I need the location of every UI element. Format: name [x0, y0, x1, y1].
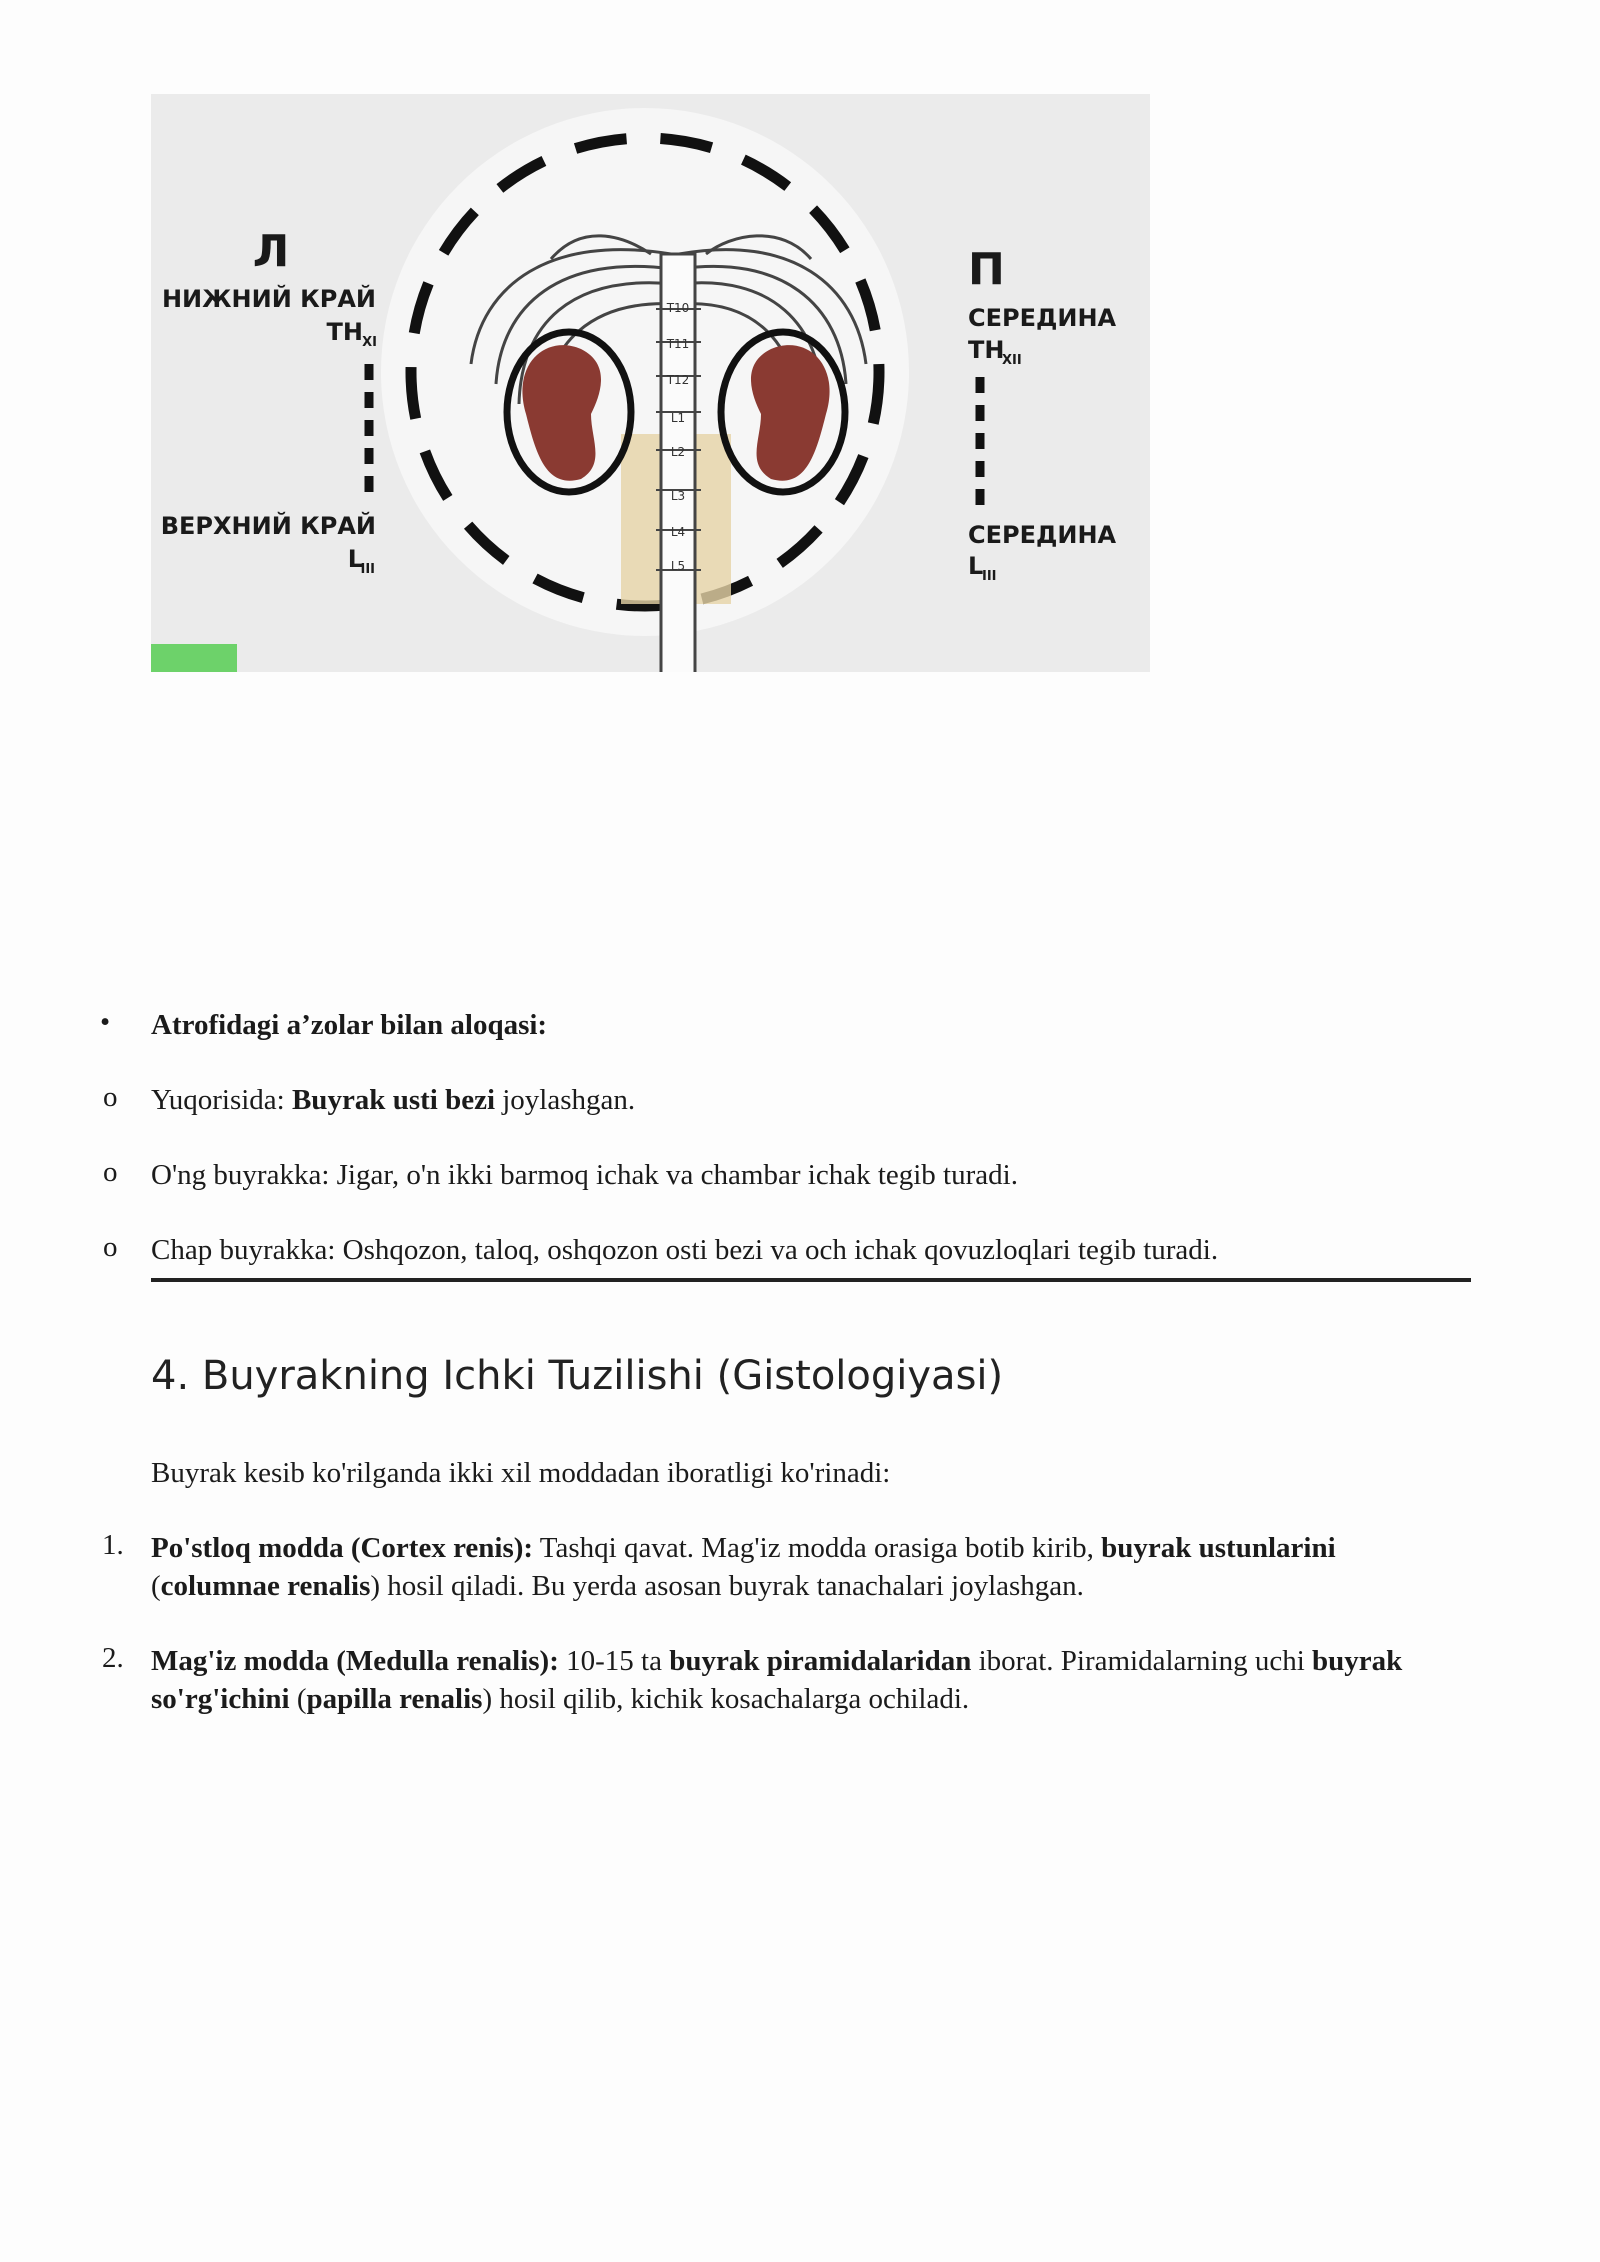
list-item-cortex: [151, 1529, 1471, 1605]
vertebra-label: T10: [666, 301, 690, 315]
left-lower-vertebra: TH: [326, 318, 363, 346]
vertebra-label: T11: [666, 337, 690, 351]
sub-bullet-marker: o: [103, 1156, 118, 1188]
vertebra-label: L4: [670, 525, 686, 539]
section-intro: Buyrak kesib ko'rilganda ikki xil moddadan iboratligi ko'rinadi:: [151, 1457, 891, 1489]
left-side-letter: Л: [252, 226, 290, 277]
bold-term: Po'stloq modda (Cortex renis):: [151, 1532, 534, 1564]
bold-term: buyrak piramidalaridan: [669, 1645, 972, 1677]
horizontal-rule: [151, 1278, 1471, 1282]
bold-term: Mag'iz modda (Medulla renalis):: [151, 1645, 559, 1677]
section-title: 4. Buyrakning Ichki Tuzilishi (Gistologiyasi): [151, 1353, 1004, 1399]
left-upper-vertebra-sub: III: [360, 562, 375, 577]
bold-term: buyrak ustunlarini: [1101, 1532, 1336, 1564]
vertebra-label: T12: [666, 373, 690, 387]
right-top-vertebra: TH: [968, 336, 1005, 364]
kidney-illustration: [151, 94, 1150, 672]
relation-item-bold: Buyrak usti bezi: [291, 1084, 495, 1116]
right-bottom-mid-label: СЕРЕДИНА: [968, 521, 1117, 549]
relations-heading: [151, 1006, 547, 1044]
kidney-topography-figure: [151, 94, 1150, 672]
spine: [656, 254, 701, 672]
relations-heading-text: Atrofidagi a’zolar bilan aloqasi:: [151, 1009, 548, 1041]
left-lower-edge-label: НИЖНИЙ КРАЙ: [161, 285, 376, 313]
bold-term: papilla renalis: [306, 1683, 483, 1715]
right-bottom-vertebra: L: [968, 552, 984, 580]
vertebra-label: L5: [670, 559, 686, 573]
text-run: ) hosil qilib, kichik kosachalarga ochiladi.: [482, 1683, 970, 1715]
text-run: ) hosil qiladi. Bu yerda asosan buyrak tanachalari joylashgan.: [370, 1570, 1084, 1602]
bold-term: buyrak so'rg'ichini: [151, 1645, 1403, 1715]
right-top-mid-label: СЕРЕДИНА: [968, 304, 1117, 332]
vertebra-label: L2: [670, 445, 686, 459]
text-run: Tashqi qavat. Mag'iz modda orasiga botib kirib,: [533, 1532, 1102, 1564]
vertebra-label: L3: [670, 489, 686, 503]
relation-item-suffix: joylashgan.: [495, 1084, 636, 1116]
right-top-vertebra-sub: XII: [1002, 353, 1022, 368]
relation-item-left-kidney: Chap buyrakka: Oshqozon, taloq, oshqozon osti bezi va och ichak qovuzloqlari tegib turadi.: [151, 1234, 1219, 1266]
bullet-marker: •: [100, 1006, 111, 1038]
sub-bullet-marker: o: [103, 1231, 118, 1263]
text-run: iborat. Piramidalarning uchi: [971, 1645, 1313, 1677]
left-upper-vertebra: L: [347, 545, 363, 573]
right-side-letter: П: [968, 244, 1005, 295]
green-corner-tag: [151, 644, 237, 672]
relation-item-above: [151, 1081, 635, 1119]
bold-term: columnae renalis: [160, 1570, 371, 1602]
sub-bullet-marker: o: [103, 1081, 118, 1113]
left-upper-edge-label: ВЕРХНИЙ КРАЙ: [160, 512, 376, 540]
list-item-medulla: [151, 1642, 1471, 1718]
list-number: 2.: [102, 1642, 124, 1674]
vertebra-label: L1: [670, 411, 686, 425]
text-run: (: [289, 1683, 307, 1715]
text-run: 10-15 ta: [558, 1645, 670, 1677]
text-run: (: [151, 1570, 161, 1602]
right-bottom-vertebra-sub: III: [982, 569, 997, 584]
left-lower-vertebra-sub: XI: [362, 335, 377, 350]
relation-item-right-kidney: O'ng buyrakka: Jigar, o'n ikki barmoq ichak va chambar ichak tegib turadi.: [151, 1159, 1018, 1191]
relation-item-prefix: Yuqorisida:: [151, 1084, 292, 1116]
list-number: 1.: [102, 1529, 124, 1561]
